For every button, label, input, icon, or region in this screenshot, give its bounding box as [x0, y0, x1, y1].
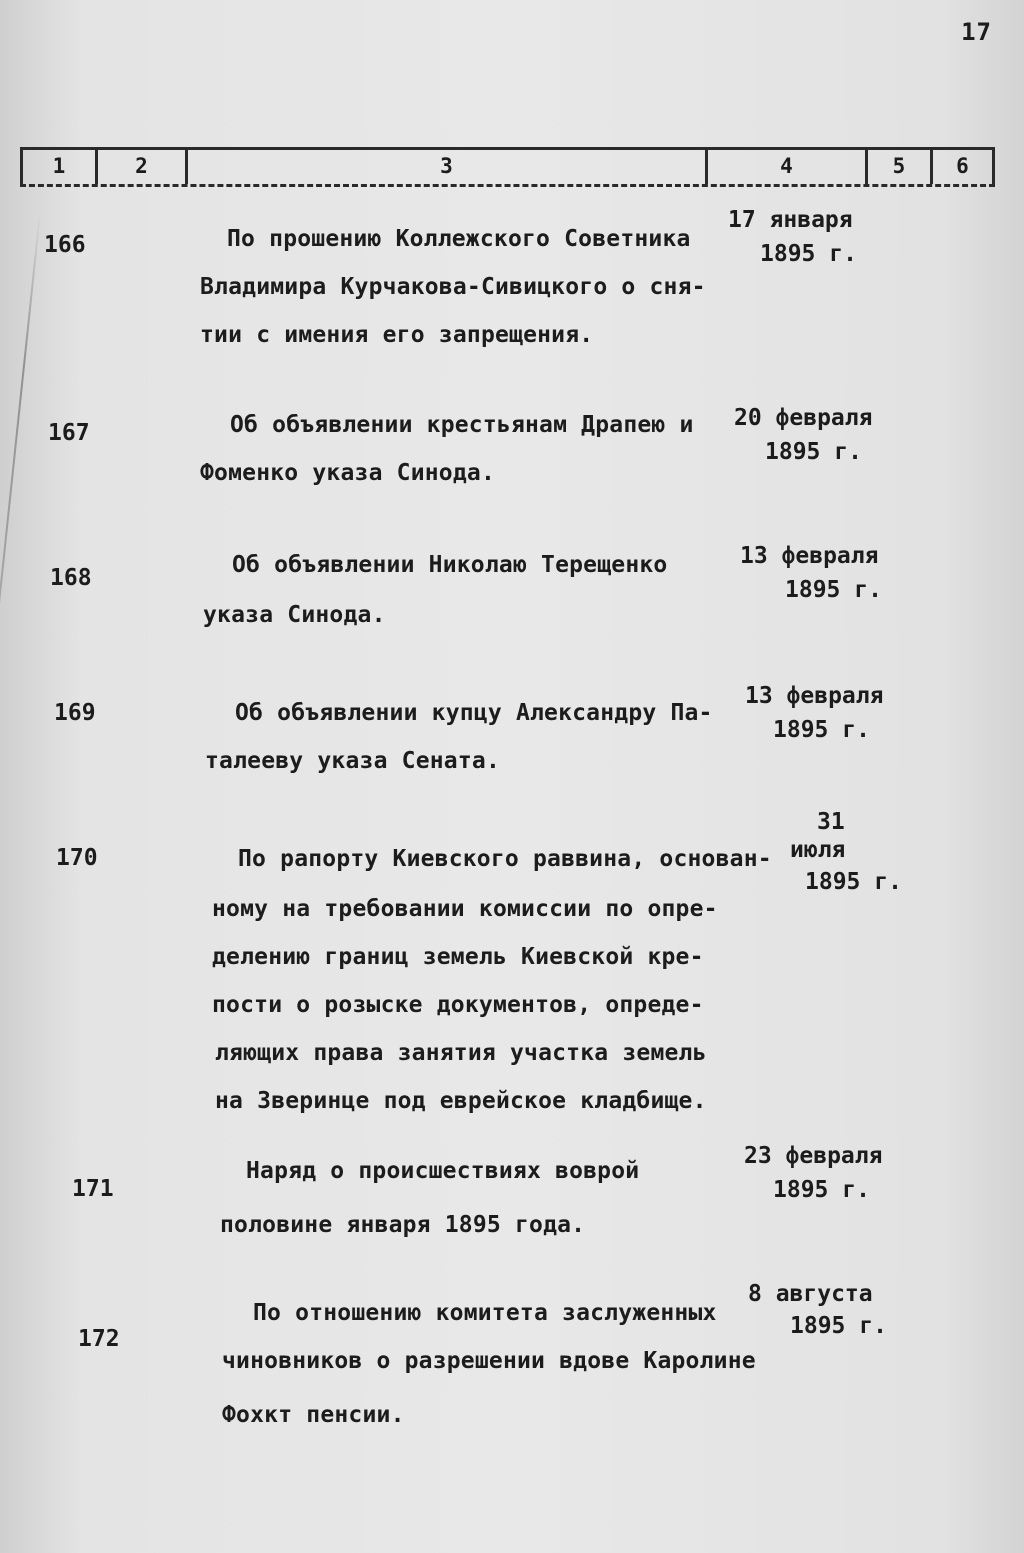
entry-text-line: указа Синода.	[203, 602, 386, 628]
entry-date-year: 1895 г.	[773, 717, 870, 743]
header-col-5: 5	[865, 150, 930, 184]
header-col-2: 2	[95, 150, 185, 184]
entry-date-day: 8 августа	[748, 1281, 873, 1307]
entry-text-line: По рапорту Киевского раввина, основан-	[238, 846, 772, 872]
entry-text-line: Об объявлении купцу Александру Па-	[235, 700, 713, 726]
entry-number: 168	[50, 565, 92, 591]
entry-text-line: Об объявлении крестьянам Драпею и	[230, 412, 694, 438]
entry-text-line: По отношению комитета заслуженных	[253, 1300, 717, 1326]
entry-text-line: ляющих права занятия участка земель	[215, 1040, 707, 1066]
entry-text-line: на Зверинце под еврейское кладбище.	[215, 1088, 707, 1114]
entry-number: 169	[54, 700, 96, 726]
entry-date-day: июля	[790, 837, 846, 863]
entry-text-line: По прошению Коллежского Советника	[227, 226, 691, 252]
header-col-3: 3	[185, 150, 705, 184]
entry-date-day: 13 февраля	[740, 543, 879, 569]
margin-pencil-line	[0, 211, 41, 728]
entry-number: 171	[72, 1176, 114, 1202]
entry-text-line: пости о розыске документов, опреде-	[212, 992, 704, 1018]
entry-text-line: талееву указа Сената.	[205, 748, 500, 774]
entry-date-year: 1895 г.	[765, 439, 862, 465]
entry-date-day: 20 февраля	[734, 405, 873, 431]
entry-number: 170	[56, 845, 98, 871]
entry-text-line: ному на требовании комиссии по опре-	[212, 896, 718, 922]
entry-text-line: Об объявлении Николаю Терещенко	[232, 552, 668, 578]
page-number: 17	[961, 18, 992, 46]
entry-date-day: 17 января	[728, 207, 853, 233]
entry-date-year: 1895 г.	[785, 577, 882, 603]
entry-date-top: 31	[817, 809, 845, 835]
table-header-row	[20, 147, 995, 187]
entry-number: 166	[44, 232, 86, 258]
entry-date-year: 1895 г.	[805, 869, 902, 895]
entry-date-day: 13 февраля	[745, 683, 884, 709]
header-col-6: 6	[930, 150, 995, 184]
header-col-4: 4	[705, 150, 865, 184]
entry-text-line: тии с имения его запрещения.	[200, 322, 594, 348]
entry-number: 167	[48, 420, 90, 446]
entry-date-day: 23 февраля	[744, 1143, 883, 1169]
entry-text-line: Наряд о происшествиях воврой	[246, 1158, 640, 1184]
entry-date-year: 1895 г.	[790, 1313, 887, 1339]
entry-text-line: Фоменко указа Синода.	[200, 460, 495, 486]
entry-text-line: половине января 1895 года.	[220, 1212, 586, 1238]
entry-text-line: Фохкт пенсии.	[222, 1402, 405, 1428]
entry-number: 172	[78, 1326, 120, 1352]
entry-date-year: 1895 г.	[760, 241, 857, 267]
entry-date-year: 1895 г.	[773, 1177, 870, 1203]
entry-text-line: Владимира Курчакова-Сивицкого о сня-	[200, 274, 706, 300]
entry-text-line: чиновников о разрешении вдове Каролине	[222, 1348, 756, 1374]
entry-text-line: делению границ земель Киевской кре-	[212, 944, 704, 970]
header-col-1: 1	[20, 150, 95, 184]
